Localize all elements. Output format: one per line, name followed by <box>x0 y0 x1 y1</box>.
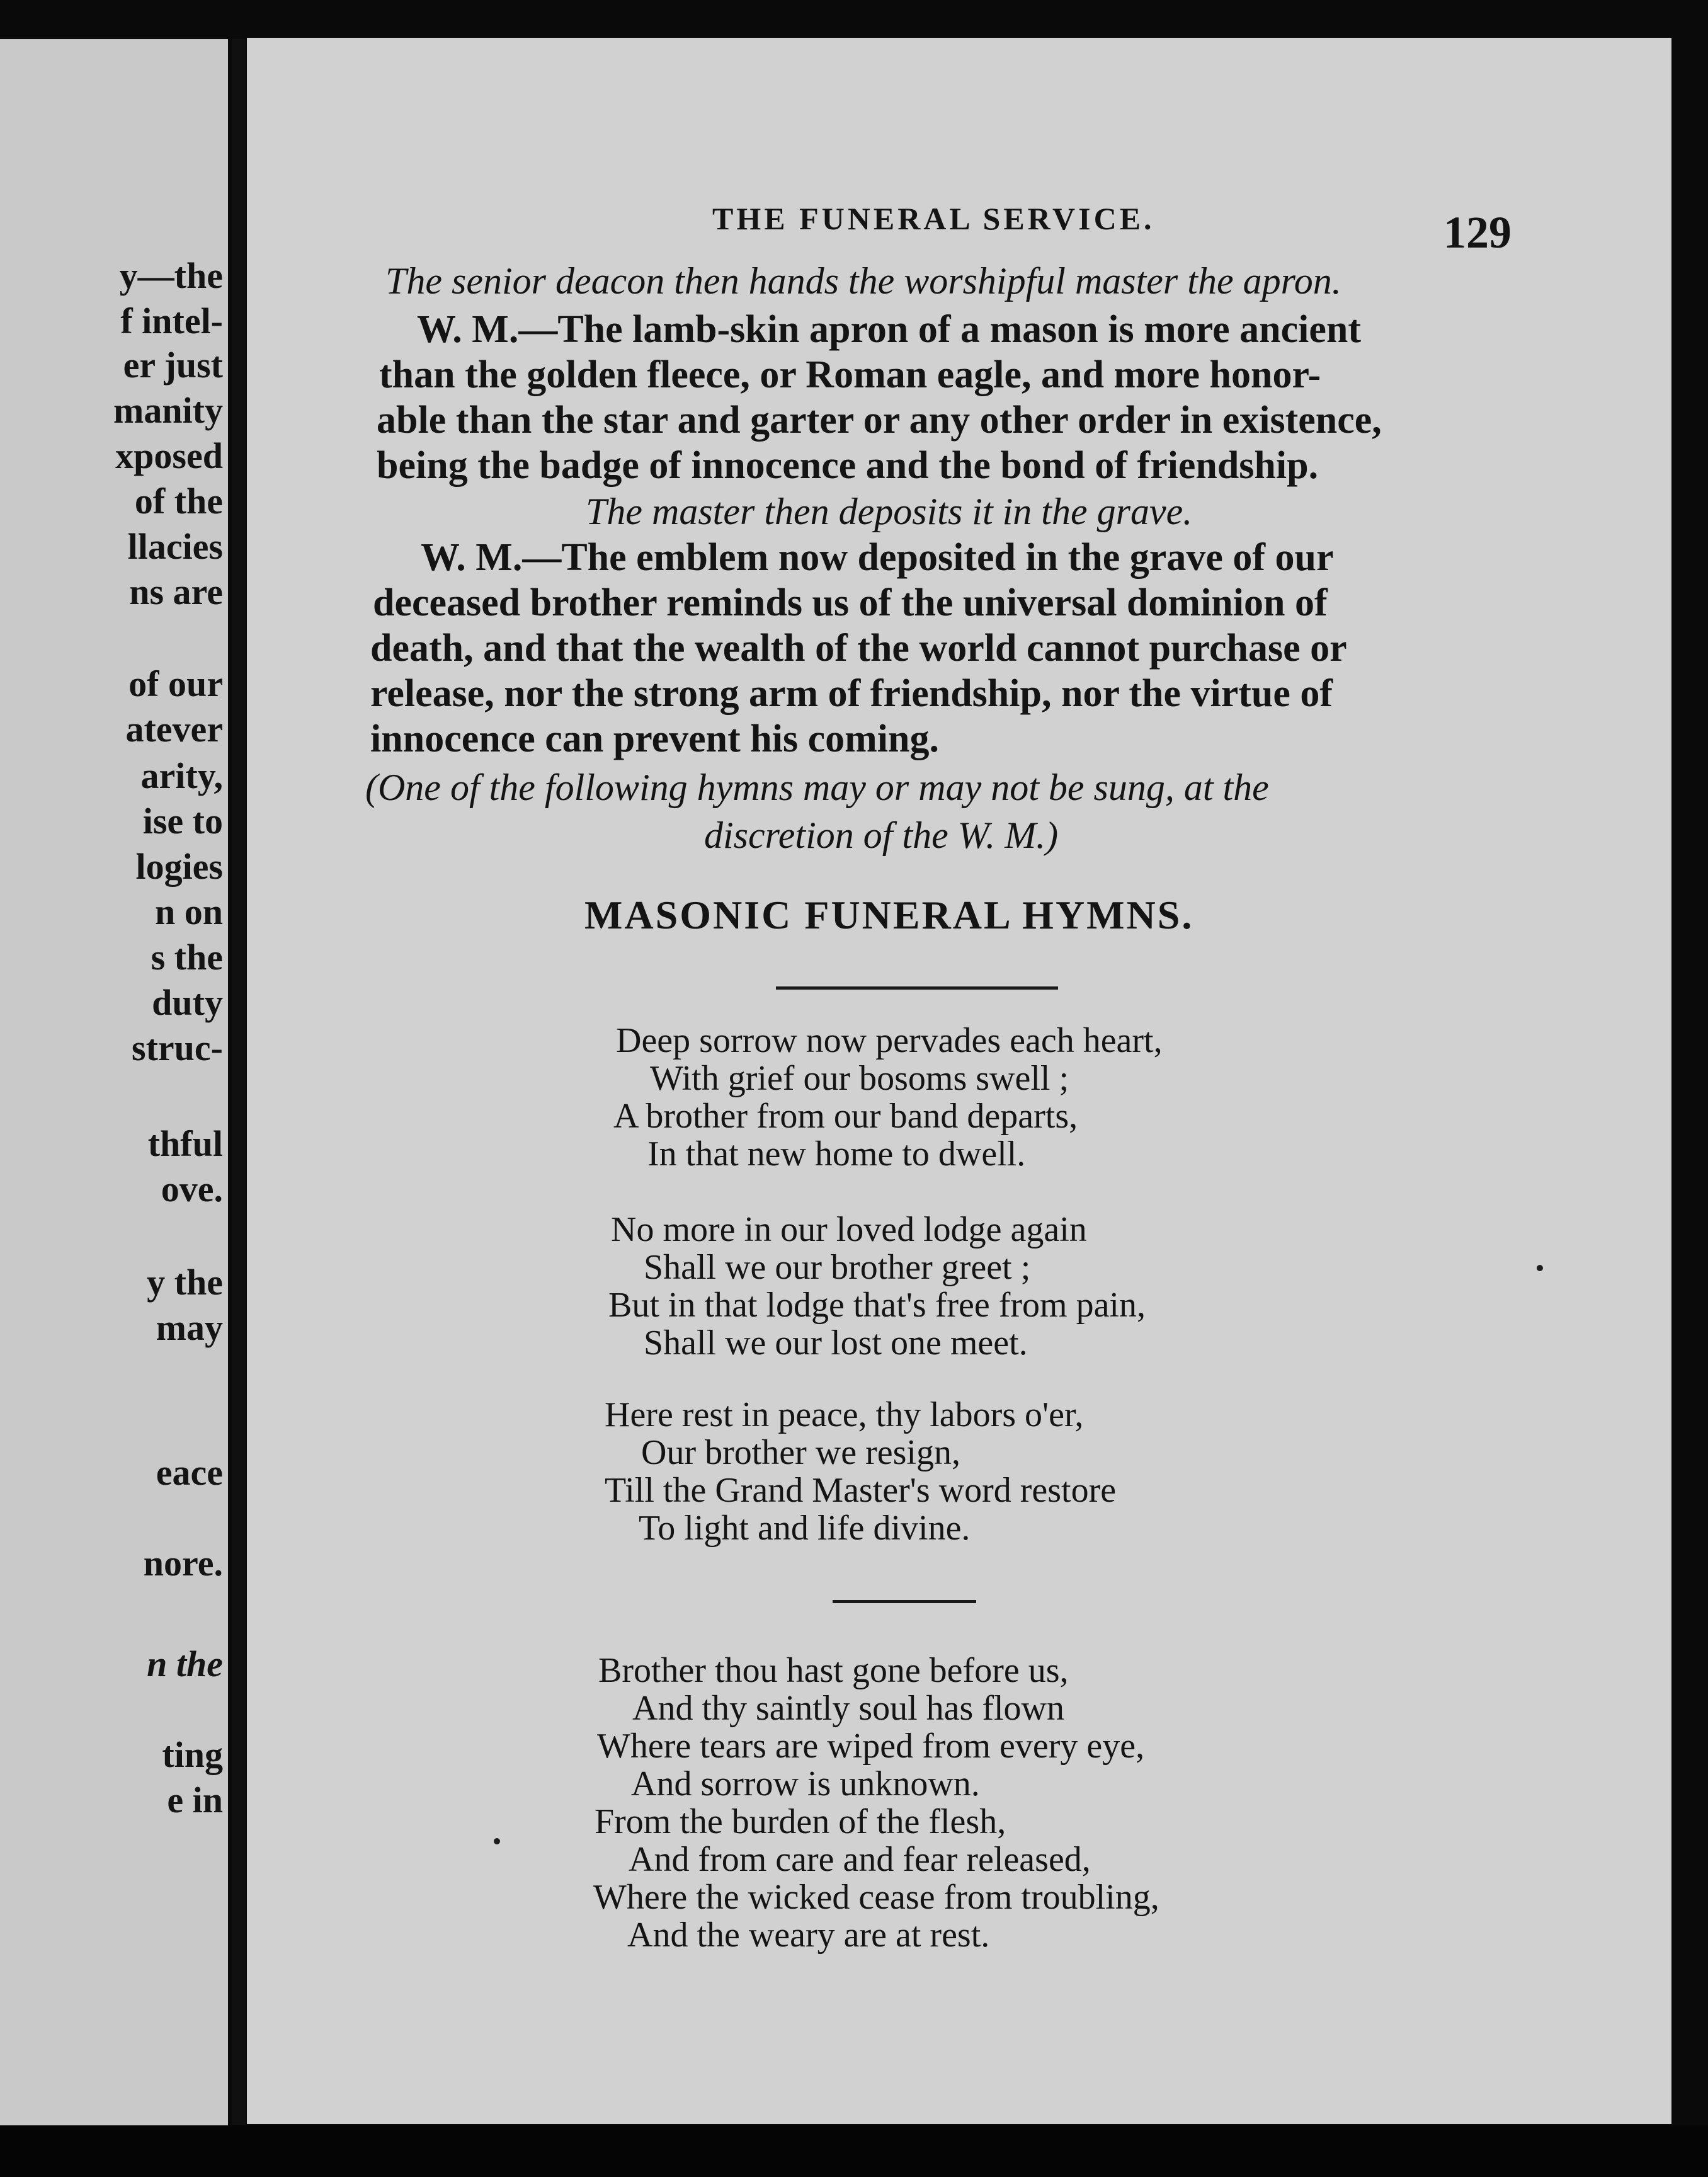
facing-page-line: n the <box>147 1643 223 1684</box>
wm-speech-line: death, and that the wealth of the world cannot purchase or <box>370 627 1347 670</box>
facing-page-line: ting <box>162 1734 223 1775</box>
wm-speech-line: deceased brother reminds us of the universal dominion of <box>373 581 1328 624</box>
running-head: THE FUNERAL SERVICE. <box>712 201 1155 236</box>
facing-page-line: ove. <box>161 1168 223 1209</box>
scan-speck <box>494 1838 500 1844</box>
facing-page-line: y the <box>147 1262 223 1303</box>
hymn-line: Brother thou hast gone before us, <box>598 1651 1069 1690</box>
facing-page-fragment <box>0 39 228 2125</box>
hymn-line: Shall we our lost one meet. <box>644 1323 1028 1363</box>
facing-page-line: atever <box>125 709 223 750</box>
scan-speck <box>1537 1265 1543 1271</box>
facing-page-line: s the <box>151 937 223 978</box>
facing-page-line: ns are <box>129 571 223 612</box>
facing-page-line: manity <box>113 390 223 431</box>
hymn-line: In that new home to dwell. <box>647 1134 1026 1174</box>
hymn-line: Here rest in peace, thy labors o'er, <box>605 1395 1084 1434</box>
facing-page-line: xposed <box>115 435 223 476</box>
wm-speech-line: W. M.—The emblem now deposited in the grave of our <box>421 536 1334 579</box>
stage-direction-deposit: The master then deposits it in the grave. <box>586 491 1193 532</box>
facing-page-line: thful <box>147 1123 223 1164</box>
book-page <box>247 38 1671 2124</box>
hymn-line: And from care and fear released, <box>629 1840 1091 1879</box>
hymn-line: With grief our bosoms swell ; <box>650 1059 1069 1098</box>
facing-page-line: er just <box>123 345 223 386</box>
stage-direction-apron: The senior deacon then hands the worshipful master the apron. <box>385 260 1341 302</box>
facing-page-line: struc- <box>132 1027 223 1068</box>
facing-page-line: y—the <box>119 255 223 296</box>
hymn-line: Where tears are wiped from every eye, <box>597 1727 1145 1766</box>
hymn-line: Where the wicked cease from troubling, <box>593 1878 1159 1917</box>
hymn-line: Till the Grand Master's word restore <box>605 1471 1117 1510</box>
hymn-line: And thy saintly soul has flown <box>632 1689 1064 1728</box>
facing-page-line: logies <box>135 846 223 887</box>
facing-page-line: ise to <box>142 801 223 842</box>
hymn-instruction-line: discretion of the W. M.) <box>704 814 1059 856</box>
section-rule <box>776 986 1058 990</box>
hymns-heading: MASONIC FUNERAL HYMNS. <box>584 893 1194 937</box>
hymn-line: Our brother we resign, <box>641 1433 960 1472</box>
page-gutter <box>232 39 246 2125</box>
wm-speech-line: innocence can prevent his coming. <box>370 717 939 760</box>
wm-speech-line: than the golden fleece, or Roman eagle, and more honor- <box>379 353 1321 396</box>
facing-page-line: of our <box>128 663 223 704</box>
section-rule <box>833 1600 976 1603</box>
wm-speech-line: W. M.—The lamb-skin apron of a mason is more ancient <box>417 308 1362 351</box>
facing-page-line: arity, <box>140 755 223 796</box>
hymn-line: A brother from our band departs, <box>613 1097 1078 1136</box>
hymn-line: No more in our loved lodge again <box>611 1210 1087 1249</box>
facing-page-line: of the <box>134 481 223 522</box>
facing-page-line: n on <box>154 891 223 932</box>
hymn-line: Deep sorrow now pervades each heart, <box>616 1021 1163 1060</box>
wm-speech-line: being the badge of innocence and the bond of friendship. <box>377 444 1319 487</box>
wm-speech-line: able than the star and garter or any other order in existence, <box>377 399 1382 442</box>
page-number: 129 <box>1443 207 1512 258</box>
hymn-line: Shall we our brother greet ; <box>644 1248 1031 1287</box>
facing-page-line: llacies <box>127 526 223 567</box>
facing-page-line: eace <box>156 1452 223 1493</box>
facing-page-line: f intel- <box>120 300 223 341</box>
hymn-line: And the weary are at rest. <box>627 1916 990 1955</box>
scanner-border <box>0 2125 1708 2177</box>
hymn-line: From the burden of the flesh, <box>595 1802 1006 1841</box>
facing-page-line: nore. <box>143 1543 223 1584</box>
facing-page-line: duty <box>152 982 223 1023</box>
hymn-line: And sorrow is unknown. <box>631 1764 980 1803</box>
wm-speech-line: release, nor the strong arm of friendship, nor the virtue of <box>370 672 1333 715</box>
facing-page-line: may <box>156 1307 223 1348</box>
hymn-line: But in that lodge that's free from pain, <box>608 1286 1146 1325</box>
hymn-line: To light and life divine. <box>639 1509 971 1548</box>
facing-page-line: e in <box>167 1780 223 1820</box>
hymn-instruction-line: (One of the following hymns may or may not be sung, at the <box>365 767 1269 808</box>
